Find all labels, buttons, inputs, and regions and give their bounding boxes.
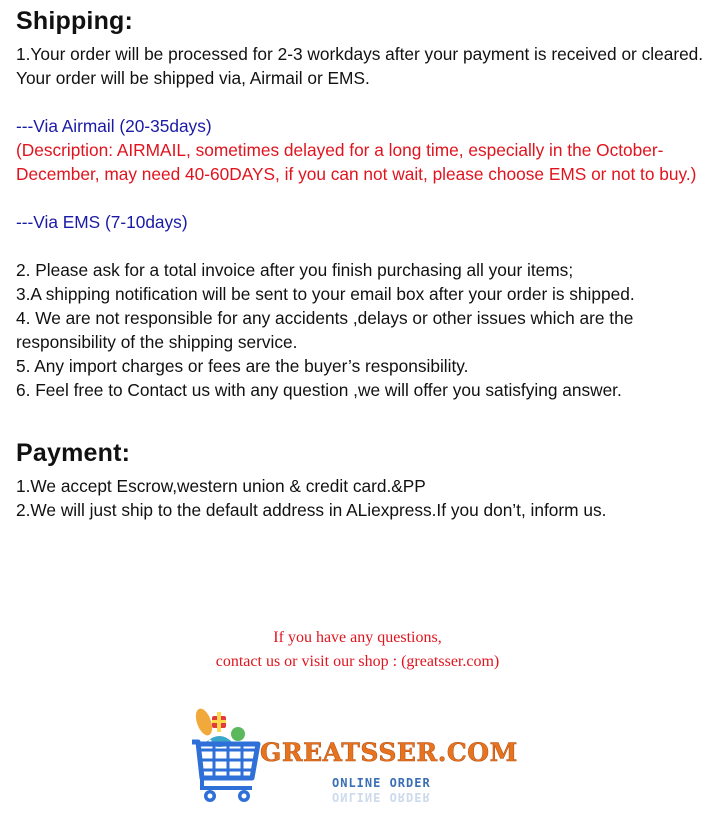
airmail-heading: ---Via Airmail (20-35days) <box>16 116 212 136</box>
spacer <box>16 402 706 436</box>
payment-line-methods: 1.We accept Escrow,western union & credit card.&PP <box>16 476 426 496</box>
shopping-cart-icon <box>186 702 266 806</box>
greatsser-logo <box>186 702 518 810</box>
spacer <box>16 234 706 258</box>
shipping-line-invoice: 2. Please ask for a total invoice after you finish purchasing all your items; <box>16 260 574 280</box>
logo-tagline-reflection: ONLINE ORDER <box>332 790 431 804</box>
logo-tagline: ONLINE ORDER <box>332 776 431 790</box>
payment-heading: Payment: <box>16 439 131 467</box>
ems-heading: ---Via EMS (7-10days) <box>16 212 188 232</box>
contact-line-shop: contact us or visit our shop : (greatsser.com) <box>215 653 500 670</box>
shipping-line-processing: 1.Your order will be processed for 2-3 workdays after your payment is received or cleared. <box>16 44 704 64</box>
payment-line-address: 2.We will just ship to the default address in ALiexpress.If you don’t, inform us. <box>16 500 607 520</box>
airmail-description: (Description: AIRMAIL, sometimes delayed for a long time, especially in the October-December, may need 40-60DAYS, if you can not wait, please choose EMS or not to buy.) <box>16 140 697 184</box>
contact-note <box>0 626 715 674</box>
shipping-line-responsibility: 4. We are not responsible for any accidents ,delays or other issues which are the responsibility of the shipping service. <box>16 308 634 352</box>
contact-line-questions: If you have any questions, <box>273 629 442 646</box>
shipping-line-import-charges: 5. Any import charges or fees are the buyer’s responsibility. <box>16 356 469 376</box>
shipping-payment-notice <box>16 4 706 522</box>
shipping-line-method: Your order will be shipped via, Airmail or EMS. <box>16 68 370 88</box>
spacer <box>16 186 706 210</box>
shipping-heading: Shipping: <box>16 7 134 35</box>
spacer <box>16 90 706 114</box>
shipping-line-contact: 6. Feel free to Contact us with any question ,we will offer you satisfying answer. <box>16 380 622 400</box>
logo-wordmark: GREATSSER.COM <box>260 738 518 767</box>
shipping-line-notification: 3.A shipping notification will be sent to your email box after your order is shipped. <box>16 284 635 304</box>
